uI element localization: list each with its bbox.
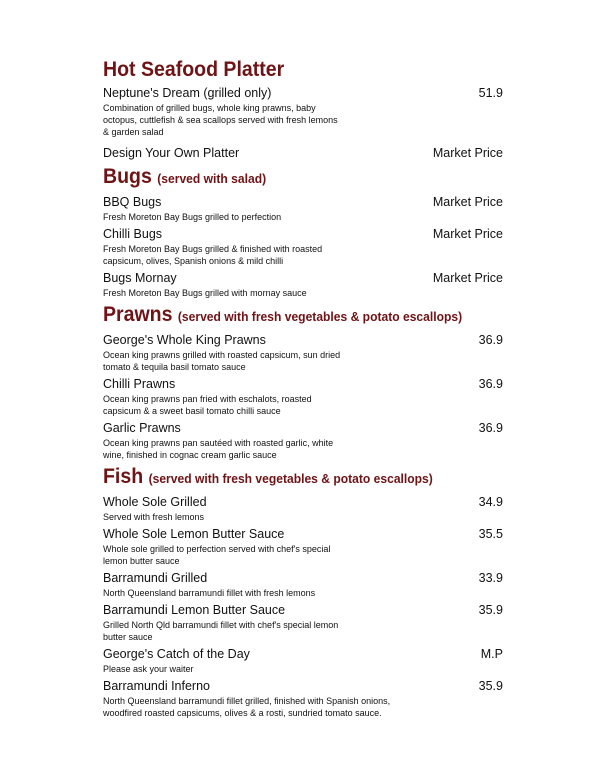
section-title-text: Prawns [103, 303, 173, 326]
item-name: George's Whole King Prawns [103, 333, 266, 347]
item-price: 35.9 [478, 603, 503, 617]
menu-item [103, 571, 503, 599]
item-price: 35.9 [478, 679, 503, 693]
section-title-text: Fish [103, 465, 144, 488]
item-price: 51.9 [478, 86, 503, 100]
section-hot-seafood-platter [103, 58, 503, 161]
menu-content [103, 58, 503, 719]
section-title [103, 303, 475, 329]
item-name: Whole Sole Grilled [103, 495, 207, 509]
menu-item [103, 146, 503, 161]
item-description: North Queensland barramundi fillet with fresh lemons [103, 588, 316, 598]
item-description: Fresh Moreton Bay Bugs grilled with mornay sauce [103, 288, 307, 298]
section-title [103, 465, 475, 491]
item-description: Served with fresh lemons [103, 512, 205, 522]
menu-item [103, 377, 503, 417]
item-description: Ocean king prawns pan sautéed with roasted garlic, white wine, finished in cognac cream garlic sauce [103, 438, 334, 460]
item-name: Barramundi Lemon Butter Sauce [103, 603, 286, 617]
menu-item [103, 333, 503, 373]
item-name: Design Your Own Platter [103, 146, 240, 160]
item-price: Market Price [432, 227, 503, 241]
item-description: North Queensland barramundi fillet grilled, finished with Spanish onions, woodfired roasted capsicums, olives & a rosti, sundried tomato sauce. [103, 696, 391, 718]
item-description: Fresh Moreton Bay Bugs grilled to perfection [103, 212, 282, 222]
item-name: Whole Sole Lemon Butter Sauce [103, 527, 285, 541]
menu-item [103, 527, 503, 567]
item-price: 33.9 [478, 571, 503, 585]
item-price: M.P [480, 647, 503, 661]
item-description: Ocean king prawns pan fried with eschalots, roasted capsicum & a sweet basil tomato chilli sauce [103, 394, 312, 416]
item-name: Barramundi Grilled [103, 571, 208, 585]
menu-item [103, 603, 503, 643]
item-price: 36.9 [478, 333, 503, 347]
item-description: Ocean king prawns grilled with roasted capsicum, sun dried tomato & tequila basil tomato sauce [103, 350, 341, 372]
item-price: 34.9 [478, 495, 503, 509]
item-description: Grilled North Qld barramundi fillet with chef's special lemon butter sauce [103, 620, 339, 642]
section-subtitle: (served with fresh vegetables & potato escallops) [148, 471, 433, 486]
item-price: 36.9 [478, 421, 503, 435]
item-price: Market Price [432, 146, 503, 160]
item-name: Neptune's Dream (grilled only) [103, 86, 272, 100]
item-name: Chilli Prawns [103, 377, 176, 391]
menu-item [103, 271, 503, 299]
section-title [103, 165, 475, 191]
item-name: Chilli Bugs [103, 227, 163, 241]
item-price: 36.9 [478, 377, 503, 391]
item-price: 35.5 [478, 527, 503, 541]
section-title-text: Hot Seafood Platter [103, 58, 285, 81]
item-description: Combination of grilled bugs, whole king prawns, baby octopus, cuttlefish & sea scallops served with fresh lemons & garden salad [103, 103, 338, 137]
item-price: Market Price [432, 271, 503, 285]
section-bugs [103, 165, 503, 299]
item-name: Barramundi Inferno [103, 679, 211, 693]
item-description: Whole sole grilled to perfection served with chef's special lemon butter sauce [103, 544, 331, 566]
item-description: Please ask your waiter [103, 664, 194, 674]
section-subtitle: (served with salad) [157, 171, 267, 186]
item-name: BBQ Bugs [103, 195, 162, 209]
section-fish [103, 465, 503, 719]
menu-item [103, 421, 503, 461]
menu-item [103, 495, 503, 523]
section-subtitle: (served with fresh vegetables & potato escallops) [177, 309, 463, 324]
menu-item [103, 647, 503, 675]
section-title [103, 58, 475, 82]
item-description: Fresh Moreton Bay Bugs grilled & finished with roasted capsicum, olives, Spanish onions & mild chilli [103, 244, 323, 266]
section-prawns [103, 303, 503, 461]
item-name: Garlic Prawns [103, 421, 181, 435]
item-name: George's Catch of the Day [103, 647, 250, 661]
section-title-text: Bugs [103, 165, 152, 188]
menu-item [103, 679, 503, 719]
menu-item [103, 195, 503, 223]
menu-item [103, 86, 503, 138]
menu-item [103, 227, 503, 267]
item-name: Bugs Mornay [103, 271, 177, 285]
item-price: Market Price [432, 195, 503, 209]
